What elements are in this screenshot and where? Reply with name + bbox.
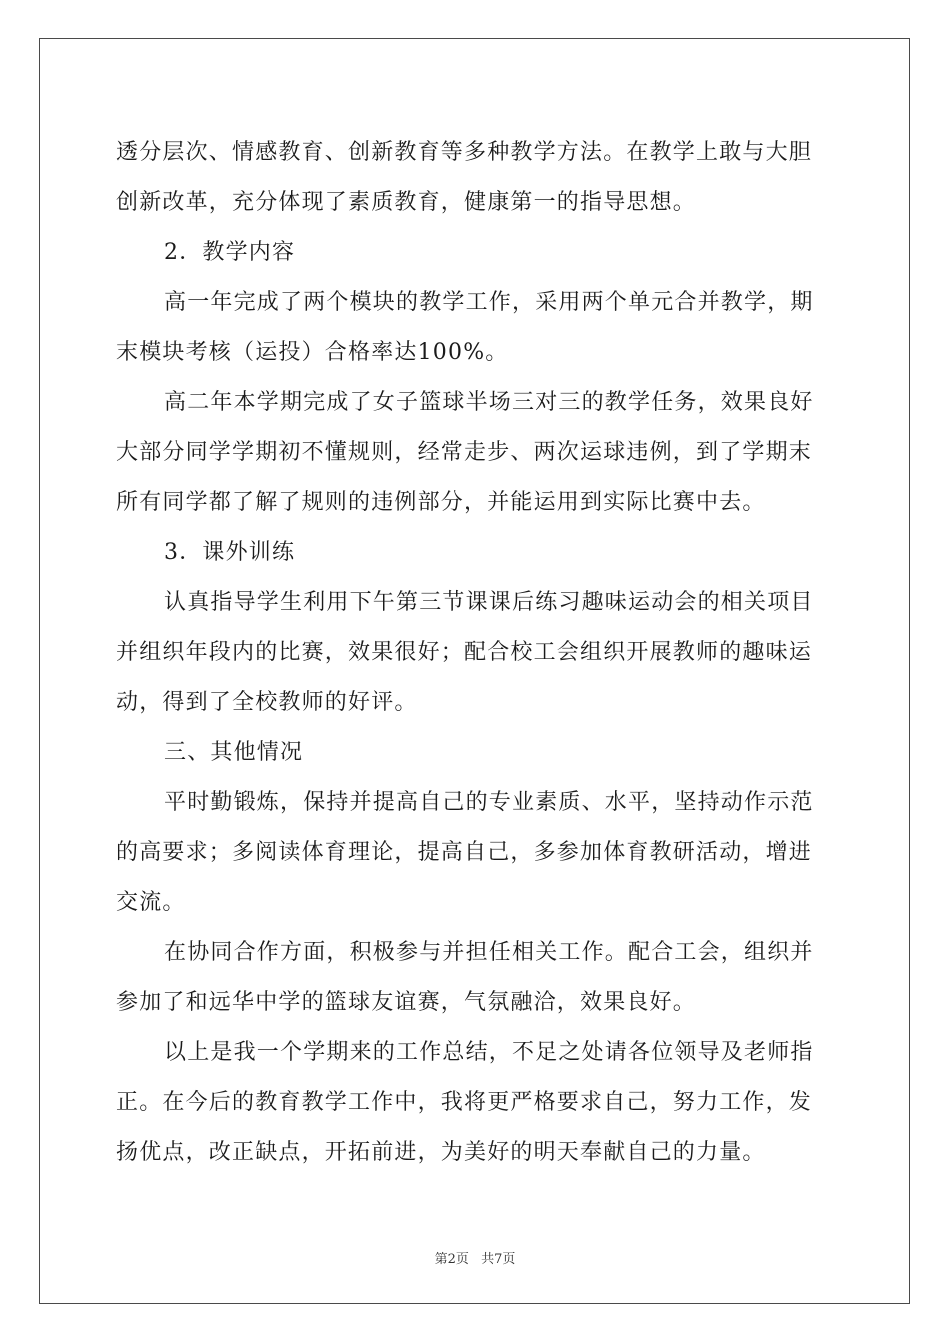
document-body [116,128,836,1178]
paragraph-line: 交流。 [116,890,186,915]
paragraph-line: 大部分同学学期初不懂规则，经常走步、两次运球违例，到了学期末 [116,440,813,465]
paragraph-line: 在协同合作方面，积极参与并担任相关工作。配合工会，组织并 [164,940,814,965]
paragraph-line: 创新改革，充分体现了素质教育，健康第一的指导思想。 [116,190,697,215]
paragraph-line: 参加了和远华中学的篮球友谊赛，气氛融洽，效果良好。 [116,990,697,1015]
paragraph-line: 高一年完成了两个模块的教学工作，采用两个单元合并教学，期 [164,290,814,315]
total-pages: 共7页 [481,1252,516,1267]
paragraph-line: 认真指导学生利用下午第三节课课后练习趣味运动会的相关项目 [164,590,814,615]
paragraph-line: 以上是我一个学期来的工作总结，不足之处请各位领导及老师指 [164,1040,814,1065]
paragraph-line: 末模块考核（运投）合格率达100%。 [116,340,509,365]
section-heading: 三、其他情况 [164,740,304,765]
section-heading: 3．课外训练 [164,540,296,565]
paragraph-line: 平时勤锻炼，保持并提高自己的专业素质、水平，坚持动作示范 [164,790,814,815]
page-footer [0,1248,950,1267]
paragraph-line: 正。在今后的教育教学工作中，我将更严格要求自己，努力工作，发 [116,1090,813,1115]
paragraph-line: 并组织年段内的比赛，效果很好；配合校工会组织开展教师的趣味运 [116,640,813,665]
paragraph-line: 的高要求；多阅读体育理论，提高自己，多参加体育教研活动，增进 [116,840,813,865]
paragraph-line: 动，得到了全校教师的好评。 [116,690,418,715]
paragraph-line: 高二年本学期完成了女子篮球半场三对三的教学任务，效果良好 [164,390,814,415]
paragraph-line: 透分层次、情感教育、创新教育等多种教学方法。在教学上敢与大胆 [116,140,813,165]
current-page-number: 第2页 [434,1252,469,1267]
section-heading: 2．教学内容 [164,240,296,265]
paragraph-line: 所有同学都了解了规则的违例部分，并能运用到实际比赛中去。 [116,490,766,515]
paragraph-line: 扬优点，改正缺点，开拓前进，为美好的明天奉献自己的力量。 [116,1140,766,1165]
